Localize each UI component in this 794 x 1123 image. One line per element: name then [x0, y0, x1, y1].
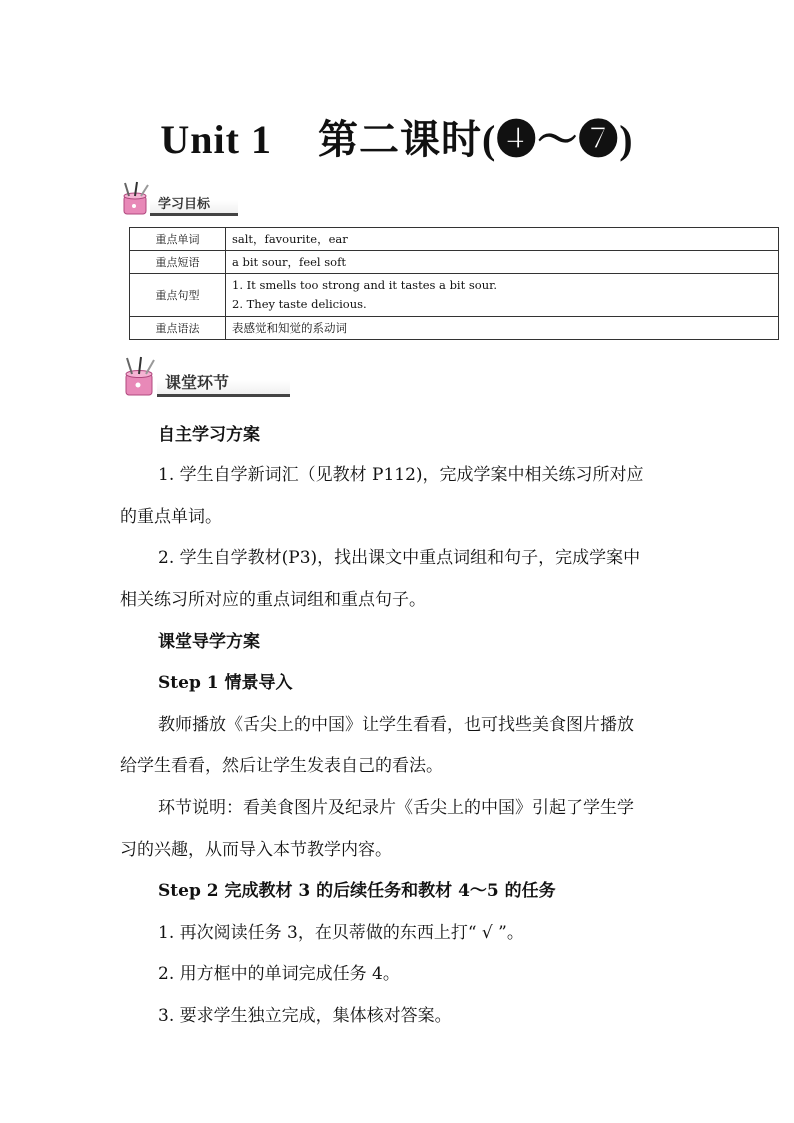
row-value	[226, 274, 779, 317]
banner-label: 课堂环节	[157, 370, 290, 397]
learning-goals-banner	[120, 180, 238, 216]
paragraph-line: 1. 学生自学新词汇（见教材 P112)，完成学案中相关练习所对应	[158, 465, 644, 485]
heading-self-study: 自主学习方案	[158, 425, 260, 445]
paragraph-line: 给学生看看，然后让学生发表自己的看法。	[120, 756, 443, 776]
row-value: a bit sour，feel soft	[226, 251, 779, 274]
step-2-heading: Step 2 完成教材 3 的后续任务和教材 4～5 的任务	[158, 881, 556, 901]
table-row	[130, 228, 779, 251]
sentence-1: 1. It smells too strong and it tastes a bit sour.	[232, 278, 498, 292]
paragraph-line: 习的兴趣，从而导入本节教学内容。	[120, 840, 392, 860]
unit-label: Unit 1	[160, 117, 272, 162]
paragraph-line: 环节说明：看美食图片及纪录片《舌尖上的中国》引起了学生学	[158, 798, 634, 818]
list-item: 3. 要求学生独立完成，集体核对答案。	[158, 1006, 452, 1026]
sentence-2: 2. They taste delicious.	[232, 297, 367, 311]
row-key: 重点单词	[130, 228, 226, 251]
pencil-cup-icon	[120, 180, 154, 216]
step-1-heading: Step 1 情景导入	[158, 673, 293, 693]
learning-goals-table	[129, 227, 779, 340]
banner-label: 学习目标	[150, 191, 238, 216]
row-value: 表感觉和知觉的系动词	[226, 317, 779, 340]
table-row	[130, 251, 779, 274]
paragraph-line: 教师播放《舌尖上的中国》让学生看看，也可找些美食图片播放	[158, 715, 634, 735]
paragraph-line: 的重点单词。	[120, 507, 222, 527]
heading-class-guide: 课堂导学方案	[158, 632, 260, 652]
list-item: 2. 用方框中的单词完成任务 4。	[158, 964, 400, 984]
list-item: 1. 再次阅读任务 3，在贝蒂做的东西上打“ √ ”。	[158, 923, 524, 943]
table-row	[130, 317, 779, 340]
table-row	[130, 274, 779, 317]
lesson-label: 第二课时(❹～❼)	[317, 117, 634, 162]
row-value: salt，favourite，ear	[226, 228, 779, 251]
pencil-cup-icon	[121, 355, 161, 397]
class-section-banner	[121, 355, 290, 397]
paragraph-line: 相关练习所对应的重点词组和重点句子。	[120, 590, 426, 610]
row-key: 重点语法	[130, 317, 226, 340]
row-key: 重点句型	[130, 274, 226, 317]
paragraph-line: 2. 学生自学教材(P3)，找出课文中重点词组和句子，完成学案中	[158, 548, 641, 568]
page-title	[0, 108, 794, 165]
row-key: 重点短语	[130, 251, 226, 274]
